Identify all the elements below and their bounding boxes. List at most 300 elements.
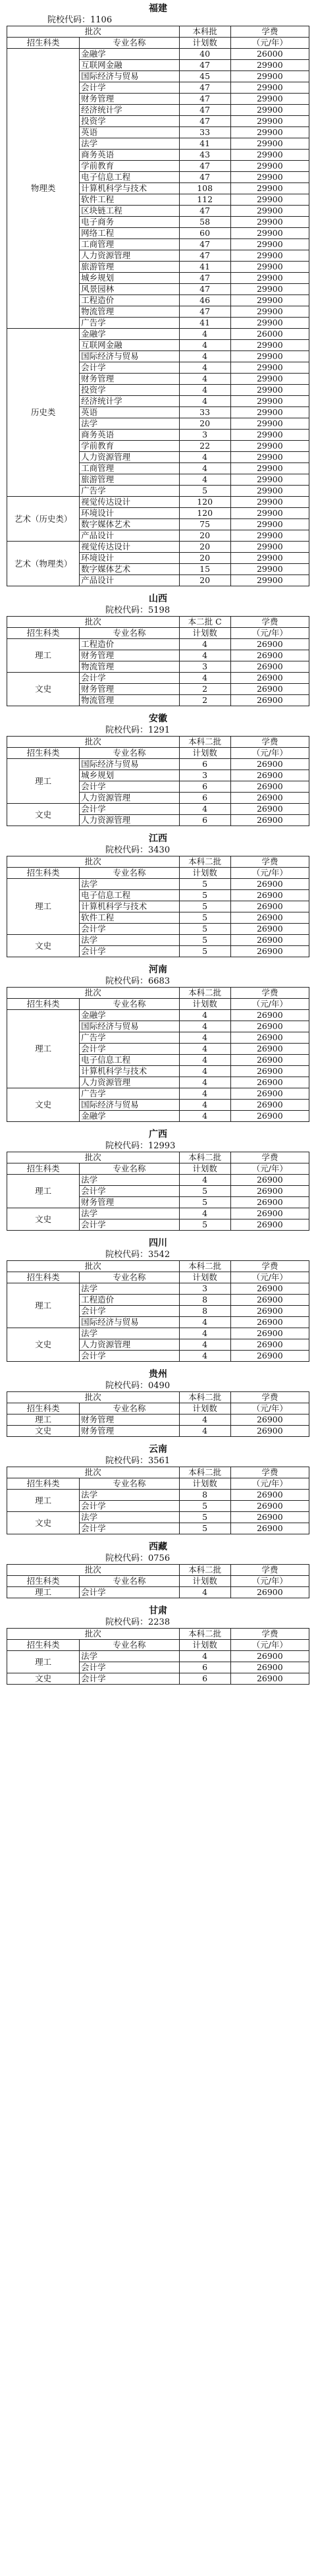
fee-header: 学费 bbox=[230, 856, 309, 868]
plan-cell: 45 bbox=[179, 71, 230, 82]
major-cell: 互联网金融 bbox=[80, 60, 179, 71]
major-cell: 会计学 bbox=[80, 924, 179, 935]
column-header-row bbox=[7, 628, 309, 639]
fee-cell: 29900 bbox=[230, 542, 309, 553]
plan-cell: 2 bbox=[179, 684, 230, 695]
category-cell: 物理类 bbox=[7, 49, 80, 329]
plan-cell: 5 bbox=[179, 1219, 230, 1231]
fee-unit-header: （元/年） bbox=[230, 1403, 309, 1414]
school-code-value: 0490 bbox=[148, 1381, 171, 1391]
major-header: 专业名称 bbox=[80, 999, 179, 1010]
plan-cell: 41 bbox=[179, 138, 230, 150]
fee-cell: 26900 bbox=[230, 924, 309, 935]
table-row bbox=[7, 1088, 309, 1100]
major-cell: 工程造价 bbox=[80, 1295, 179, 1306]
batch-name: 本科二批 bbox=[179, 856, 230, 868]
province-section bbox=[7, 1443, 309, 1534]
school-code bbox=[7, 605, 309, 616]
plan-table bbox=[7, 1564, 309, 1598]
plan-cell: 4 bbox=[179, 1032, 230, 1044]
major-cell: 人力资源管理 bbox=[80, 452, 179, 463]
fee-cell: 29900 bbox=[230, 430, 309, 441]
table-row bbox=[7, 49, 309, 60]
school-code bbox=[7, 976, 309, 987]
fee-cell: 26900 bbox=[230, 1044, 309, 1055]
major-cell: 广告学 bbox=[80, 318, 179, 329]
fee-cell: 26900 bbox=[230, 1066, 309, 1077]
major-cell: 国际经济与贸易 bbox=[80, 351, 179, 362]
fee-cell: 26900 bbox=[230, 1032, 309, 1044]
batch-label: 批次 bbox=[7, 617, 180, 628]
school-code-value: 3542 bbox=[148, 1250, 171, 1260]
plan-cell: 4 bbox=[179, 329, 230, 340]
fee-cell: 29900 bbox=[230, 194, 309, 206]
school-code-label: 院校代码： bbox=[105, 1250, 149, 1260]
fee-unit-header: （元/年） bbox=[230, 628, 309, 639]
column-header-row bbox=[7, 1576, 309, 1587]
school-code bbox=[7, 1553, 309, 1564]
plan-header: 计划数 bbox=[179, 628, 230, 639]
batch-header-row bbox=[7, 1565, 309, 1576]
plan-cell: 5 bbox=[179, 1197, 230, 1208]
major-cell: 英语 bbox=[80, 407, 179, 418]
major-cell: 法学 bbox=[80, 1651, 179, 1662]
fee-cell: 26900 bbox=[230, 1306, 309, 1317]
major-cell: 法学 bbox=[80, 935, 179, 946]
province-section bbox=[7, 1605, 309, 1685]
province-name: 河南 bbox=[149, 965, 167, 975]
plan-cell: 4 bbox=[179, 474, 230, 486]
plan-cell: 4 bbox=[179, 1066, 230, 1077]
fee-header: 学费 bbox=[230, 1467, 309, 1478]
batch-label: 批次 bbox=[7, 737, 180, 748]
table-row bbox=[7, 1651, 309, 1662]
plan-cell: 2 bbox=[179, 695, 230, 706]
batch-name: 本科二批 bbox=[179, 1152, 230, 1163]
plan-header: 计划数 bbox=[179, 1576, 230, 1587]
major-cell: 英语 bbox=[80, 127, 179, 138]
type-header: 招生科类 bbox=[7, 748, 80, 759]
plan-cell: 4 bbox=[179, 1426, 230, 1437]
major-cell: 法学 bbox=[80, 1208, 179, 1219]
fee-cell: 29900 bbox=[230, 71, 309, 82]
column-header-row bbox=[7, 1640, 309, 1651]
table-row bbox=[7, 804, 309, 815]
school-code-label: 院校代码： bbox=[105, 976, 149, 986]
fee-cell: 29900 bbox=[230, 564, 309, 575]
category-cell: 理工 bbox=[7, 1587, 80, 1598]
plan-cell: 41 bbox=[179, 262, 230, 273]
major-cell: 法学 bbox=[80, 1490, 179, 1501]
major-cell: 物流管理 bbox=[80, 306, 179, 318]
fee-cell: 29900 bbox=[230, 172, 309, 183]
plan-cell: 4 bbox=[179, 1587, 230, 1598]
plan-cell: 5 bbox=[179, 901, 230, 912]
major-header: 专业名称 bbox=[80, 748, 179, 759]
fee-cell: 26900 bbox=[230, 879, 309, 890]
batch-label: 批次 bbox=[7, 988, 180, 999]
batch-label: 批次 bbox=[7, 1565, 180, 1576]
type-header: 招生科类 bbox=[7, 1640, 80, 1651]
fee-cell: 26900 bbox=[230, 912, 309, 924]
major-cell: 国际经济与贸易 bbox=[80, 759, 179, 770]
major-cell: 工程造价 bbox=[80, 295, 179, 306]
major-cell: 物流管理 bbox=[80, 695, 179, 706]
plan-cell: 4 bbox=[179, 340, 230, 351]
major-cell: 会计学 bbox=[80, 804, 179, 815]
fee-cell: 29900 bbox=[230, 463, 309, 474]
category-cell: 文史 bbox=[7, 935, 80, 957]
fee-cell: 26900 bbox=[230, 1317, 309, 1328]
batch-name: 本科二批 bbox=[179, 1565, 230, 1576]
fee-unit-header: （元/年） bbox=[230, 748, 309, 759]
school-code bbox=[7, 725, 309, 736]
category-cell: 理工 bbox=[7, 1283, 80, 1328]
type-header: 招生科类 bbox=[7, 1163, 80, 1175]
batch-name: 本科二批 bbox=[179, 737, 230, 748]
major-cell: 计算机科学与技术 bbox=[80, 901, 179, 912]
plan-cell: 33 bbox=[179, 127, 230, 138]
fee-cell: 26900 bbox=[230, 946, 309, 957]
major-cell: 商务英语 bbox=[80, 430, 179, 441]
table-row bbox=[7, 879, 309, 890]
batch-label: 批次 bbox=[7, 26, 180, 38]
fee-cell: 29900 bbox=[230, 273, 309, 284]
plan-cell: 5 bbox=[179, 924, 230, 935]
major-cell: 金融学 bbox=[80, 1010, 179, 1021]
fee-cell: 26900 bbox=[230, 935, 309, 946]
major-cell: 产品设计 bbox=[80, 530, 179, 542]
major-cell: 财务管理 bbox=[80, 684, 179, 695]
fee-cell: 26900 bbox=[230, 781, 309, 793]
plan-cell: 4 bbox=[179, 1044, 230, 1055]
batch-header-row bbox=[7, 856, 309, 868]
plan-cell: 8 bbox=[179, 1306, 230, 1317]
category-cell: 文史 bbox=[7, 804, 80, 826]
fee-header: 学费 bbox=[230, 1565, 309, 1576]
table-row bbox=[7, 1587, 309, 1598]
major-cell: 电子信息工程 bbox=[80, 172, 179, 183]
province-name: 福建 bbox=[149, 3, 167, 14]
plan-cell: 41 bbox=[179, 318, 230, 329]
column-header-row bbox=[7, 1478, 309, 1490]
fee-header: 学费 bbox=[230, 617, 309, 628]
school-code-label: 院校代码： bbox=[105, 605, 149, 615]
major-cell: 金融学 bbox=[80, 1111, 179, 1122]
fee-cell: 26000 bbox=[230, 329, 309, 340]
column-header-row bbox=[7, 1272, 309, 1283]
plan-cell: 47 bbox=[179, 250, 230, 262]
column-header-row bbox=[7, 868, 309, 879]
category-cell: 文史 bbox=[7, 673, 80, 706]
column-header-row bbox=[7, 1163, 309, 1175]
batch-name: 本科批 bbox=[179, 26, 230, 38]
category-cell: 理工 bbox=[7, 1010, 80, 1088]
fee-cell: 26900 bbox=[230, 650, 309, 661]
plan-header: 计划数 bbox=[179, 1403, 230, 1414]
major-cell: 人力资源管理 bbox=[80, 1077, 179, 1088]
major-cell: 会计学 bbox=[80, 1351, 179, 1362]
category-cell: 文史 bbox=[7, 1673, 80, 1685]
plan-header: 计划数 bbox=[179, 748, 230, 759]
school-code-value: 6683 bbox=[148, 976, 171, 986]
major-cell: 人力资源管理 bbox=[80, 793, 179, 804]
batch-header-row bbox=[7, 1261, 309, 1272]
plan-header: 计划数 bbox=[179, 1478, 230, 1490]
table-row bbox=[7, 673, 309, 684]
plan-cell: 4 bbox=[179, 1055, 230, 1066]
plan-cell: 4 bbox=[179, 396, 230, 407]
school-code-label: 院校代码： bbox=[105, 1381, 149, 1391]
major-cell: 会计学 bbox=[80, 1587, 179, 1598]
table-row bbox=[7, 1010, 309, 1021]
table-row bbox=[7, 542, 309, 553]
major-cell: 产品设计 bbox=[80, 575, 179, 586]
major-cell: 经济统计学 bbox=[80, 105, 179, 116]
fee-unit-header: （元/年） bbox=[230, 1576, 309, 1587]
plan-cell: 3 bbox=[179, 661, 230, 673]
fee-cell: 26900 bbox=[230, 770, 309, 781]
category-cell: 理工 bbox=[7, 639, 80, 673]
major-header: 专业名称 bbox=[80, 1272, 179, 1283]
province-section bbox=[7, 964, 309, 1122]
plan-cell: 4 bbox=[179, 452, 230, 463]
major-cell: 软件工程 bbox=[80, 194, 179, 206]
plan-cell: 3 bbox=[179, 430, 230, 441]
major-cell: 财务管理 bbox=[80, 1197, 179, 1208]
fee-cell: 29900 bbox=[230, 306, 309, 318]
major-cell: 会计学 bbox=[80, 1523, 179, 1534]
plan-cell: 4 bbox=[179, 1010, 230, 1021]
fee-cell: 29900 bbox=[230, 519, 309, 530]
major-header: 专业名称 bbox=[80, 1640, 179, 1651]
major-cell: 环境设计 bbox=[80, 553, 179, 564]
plan-table bbox=[7, 616, 309, 706]
plan-cell: 4 bbox=[179, 650, 230, 661]
major-cell: 区块链工程 bbox=[80, 206, 179, 217]
table-row bbox=[7, 639, 309, 650]
major-cell: 计算机科学与技术 bbox=[80, 183, 179, 194]
fee-cell: 29900 bbox=[230, 530, 309, 542]
major-cell: 人力资源管理 bbox=[80, 1339, 179, 1351]
fee-cell: 26900 bbox=[230, 1651, 309, 1662]
fee-cell: 29900 bbox=[230, 452, 309, 463]
fee-cell: 26900 bbox=[230, 1055, 309, 1066]
plan-header: 计划数 bbox=[179, 999, 230, 1010]
plan-table bbox=[7, 26, 309, 586]
plan-table bbox=[7, 1391, 309, 1437]
plan-table bbox=[7, 736, 309, 826]
province-name: 贵州 bbox=[149, 1369, 167, 1380]
plan-cell: 5 bbox=[179, 1186, 230, 1197]
major-cell: 物流管理 bbox=[80, 661, 179, 673]
fee-cell: 29900 bbox=[230, 318, 309, 329]
major-cell: 电子信息工程 bbox=[80, 1055, 179, 1066]
table-row bbox=[7, 1283, 309, 1295]
fee-cell: 29900 bbox=[230, 262, 309, 273]
plan-cell: 112 bbox=[179, 194, 230, 206]
fee-cell: 26900 bbox=[230, 759, 309, 770]
batch-label: 批次 bbox=[7, 1261, 180, 1272]
fee-cell: 26900 bbox=[230, 890, 309, 901]
plan-cell: 4 bbox=[179, 385, 230, 396]
fee-cell: 29900 bbox=[230, 385, 309, 396]
plan-cell: 4 bbox=[179, 463, 230, 474]
plan-cell: 20 bbox=[179, 553, 230, 564]
major-cell: 财务管理 bbox=[80, 94, 179, 105]
fee-cell: 26900 bbox=[230, 1208, 309, 1219]
major-cell: 会计学 bbox=[80, 1219, 179, 1231]
major-cell: 风景园林 bbox=[80, 284, 179, 295]
column-header-row bbox=[7, 999, 309, 1010]
plan-table bbox=[7, 987, 309, 1122]
major-cell: 会计学 bbox=[80, 1044, 179, 1055]
fee-header: 学费 bbox=[230, 1152, 309, 1163]
plan-cell: 120 bbox=[179, 508, 230, 519]
plan-cell: 47 bbox=[179, 82, 230, 94]
major-header: 专业名称 bbox=[80, 868, 179, 879]
province-section bbox=[7, 713, 309, 826]
major-cell: 会计学 bbox=[80, 781, 179, 793]
fee-cell: 26900 bbox=[230, 1414, 309, 1426]
admission-plan-document bbox=[0, 3, 316, 1685]
province-name: 西藏 bbox=[149, 1542, 167, 1552]
category-cell: 文史 bbox=[7, 1512, 80, 1534]
fee-cell: 26900 bbox=[230, 1219, 309, 1231]
table-row bbox=[7, 1673, 309, 1685]
fee-cell: 26900 bbox=[230, 1283, 309, 1295]
plan-cell: 20 bbox=[179, 418, 230, 430]
plan-cell: 4 bbox=[179, 1088, 230, 1100]
major-cell: 财务管理 bbox=[80, 1426, 179, 1437]
fee-cell: 29900 bbox=[230, 295, 309, 306]
fee-cell: 26900 bbox=[230, 661, 309, 673]
column-header-row bbox=[7, 1403, 309, 1414]
province-name: 江西 bbox=[149, 833, 167, 844]
table-row bbox=[7, 1328, 309, 1339]
fee-cell: 29900 bbox=[230, 497, 309, 508]
fee-cell: 26000 bbox=[230, 49, 309, 60]
major-cell: 软件工程 bbox=[80, 912, 179, 924]
plan-table bbox=[7, 1260, 309, 1362]
major-cell: 网络工程 bbox=[80, 228, 179, 239]
major-cell: 国际经济与贸易 bbox=[80, 1021, 179, 1032]
fee-cell: 26900 bbox=[230, 1010, 309, 1021]
fee-cell: 29900 bbox=[230, 116, 309, 127]
major-cell: 投资学 bbox=[80, 385, 179, 396]
province-section bbox=[7, 1368, 309, 1437]
school-code-value: 12993 bbox=[148, 1141, 176, 1151]
province-name: 山西 bbox=[149, 594, 167, 604]
table-row bbox=[7, 1426, 309, 1437]
major-cell: 工程造价 bbox=[80, 639, 179, 650]
plan-cell: 60 bbox=[179, 228, 230, 239]
major-cell: 会计学 bbox=[80, 1662, 179, 1673]
fee-cell: 26900 bbox=[230, 1501, 309, 1512]
plan-cell: 6 bbox=[179, 781, 230, 793]
plan-cell: 46 bbox=[179, 295, 230, 306]
fee-cell: 29900 bbox=[230, 553, 309, 564]
fee-cell: 26900 bbox=[230, 695, 309, 706]
major-cell: 旅游管理 bbox=[80, 262, 179, 273]
table-row bbox=[7, 1490, 309, 1501]
plan-cell: 5 bbox=[179, 1512, 230, 1523]
major-cell: 城乡规划 bbox=[80, 273, 179, 284]
major-cell: 工商管理 bbox=[80, 463, 179, 474]
major-cell: 商务英语 bbox=[80, 150, 179, 161]
plan-cell: 47 bbox=[179, 116, 230, 127]
fee-cell: 26900 bbox=[230, 793, 309, 804]
fee-cell: 26900 bbox=[230, 1351, 309, 1362]
fee-cell: 26900 bbox=[230, 673, 309, 684]
major-cell: 法学 bbox=[80, 1328, 179, 1339]
fee-cell: 26900 bbox=[230, 1328, 309, 1339]
province-section bbox=[7, 593, 309, 706]
major-cell: 城乡规划 bbox=[80, 770, 179, 781]
fee-unit-header: （元/年） bbox=[230, 1272, 309, 1283]
plan-cell: 6 bbox=[179, 759, 230, 770]
province-name: 云南 bbox=[149, 1444, 167, 1455]
fee-header: 学费 bbox=[230, 26, 309, 38]
fee-cell: 29900 bbox=[230, 60, 309, 71]
fee-cell: 29900 bbox=[230, 206, 309, 217]
plan-table bbox=[7, 1152, 309, 1231]
province-name: 广西 bbox=[149, 1129, 167, 1140]
school-code-value: 3430 bbox=[148, 845, 171, 855]
school-code bbox=[7, 1455, 309, 1467]
major-cell: 会计学 bbox=[80, 1186, 179, 1197]
fee-cell: 29900 bbox=[230, 362, 309, 374]
batch-header-row bbox=[7, 617, 309, 628]
category-cell: 文史 bbox=[7, 1426, 80, 1437]
major-cell: 视觉传达设计 bbox=[80, 497, 179, 508]
plan-cell: 47 bbox=[179, 206, 230, 217]
province-name: 甘肃 bbox=[149, 1606, 167, 1616]
major-cell: 数字媒体艺术 bbox=[80, 519, 179, 530]
category-cell: 艺术（历史类） bbox=[7, 497, 80, 542]
fee-cell: 29900 bbox=[230, 396, 309, 407]
plan-cell: 47 bbox=[179, 239, 230, 250]
batch-header-row bbox=[7, 737, 309, 748]
major-cell: 人力资源管理 bbox=[80, 815, 179, 826]
type-header: 招生科类 bbox=[7, 999, 80, 1010]
major-cell: 国际经济与贸易 bbox=[80, 71, 179, 82]
plan-cell: 47 bbox=[179, 60, 230, 71]
major-cell: 国际经济与贸易 bbox=[80, 1100, 179, 1111]
fee-header: 学费 bbox=[230, 1629, 309, 1640]
school-code bbox=[7, 845, 309, 856]
fee-cell: 26900 bbox=[230, 684, 309, 695]
major-header: 专业名称 bbox=[80, 1163, 179, 1175]
category-cell: 理工 bbox=[7, 759, 80, 804]
plan-cell: 75 bbox=[179, 519, 230, 530]
major-cell: 工商管理 bbox=[80, 239, 179, 250]
plan-cell: 40 bbox=[179, 49, 230, 60]
type-header: 招生科类 bbox=[7, 38, 80, 49]
fee-unit-header: （元/年） bbox=[230, 1478, 309, 1490]
fee-cell: 26900 bbox=[230, 1662, 309, 1673]
plan-cell: 4 bbox=[179, 673, 230, 684]
plan-header: 计划数 bbox=[179, 1163, 230, 1175]
category-cell: 理工 bbox=[7, 1651, 80, 1673]
plan-cell: 4 bbox=[179, 639, 230, 650]
fee-header: 学费 bbox=[230, 1261, 309, 1272]
school-code-label: 院校代码： bbox=[105, 725, 149, 735]
school-code bbox=[7, 1380, 309, 1391]
plan-cell: 20 bbox=[179, 575, 230, 586]
major-cell: 广告学 bbox=[80, 1088, 179, 1100]
fee-unit-header: （元/年） bbox=[230, 868, 309, 879]
